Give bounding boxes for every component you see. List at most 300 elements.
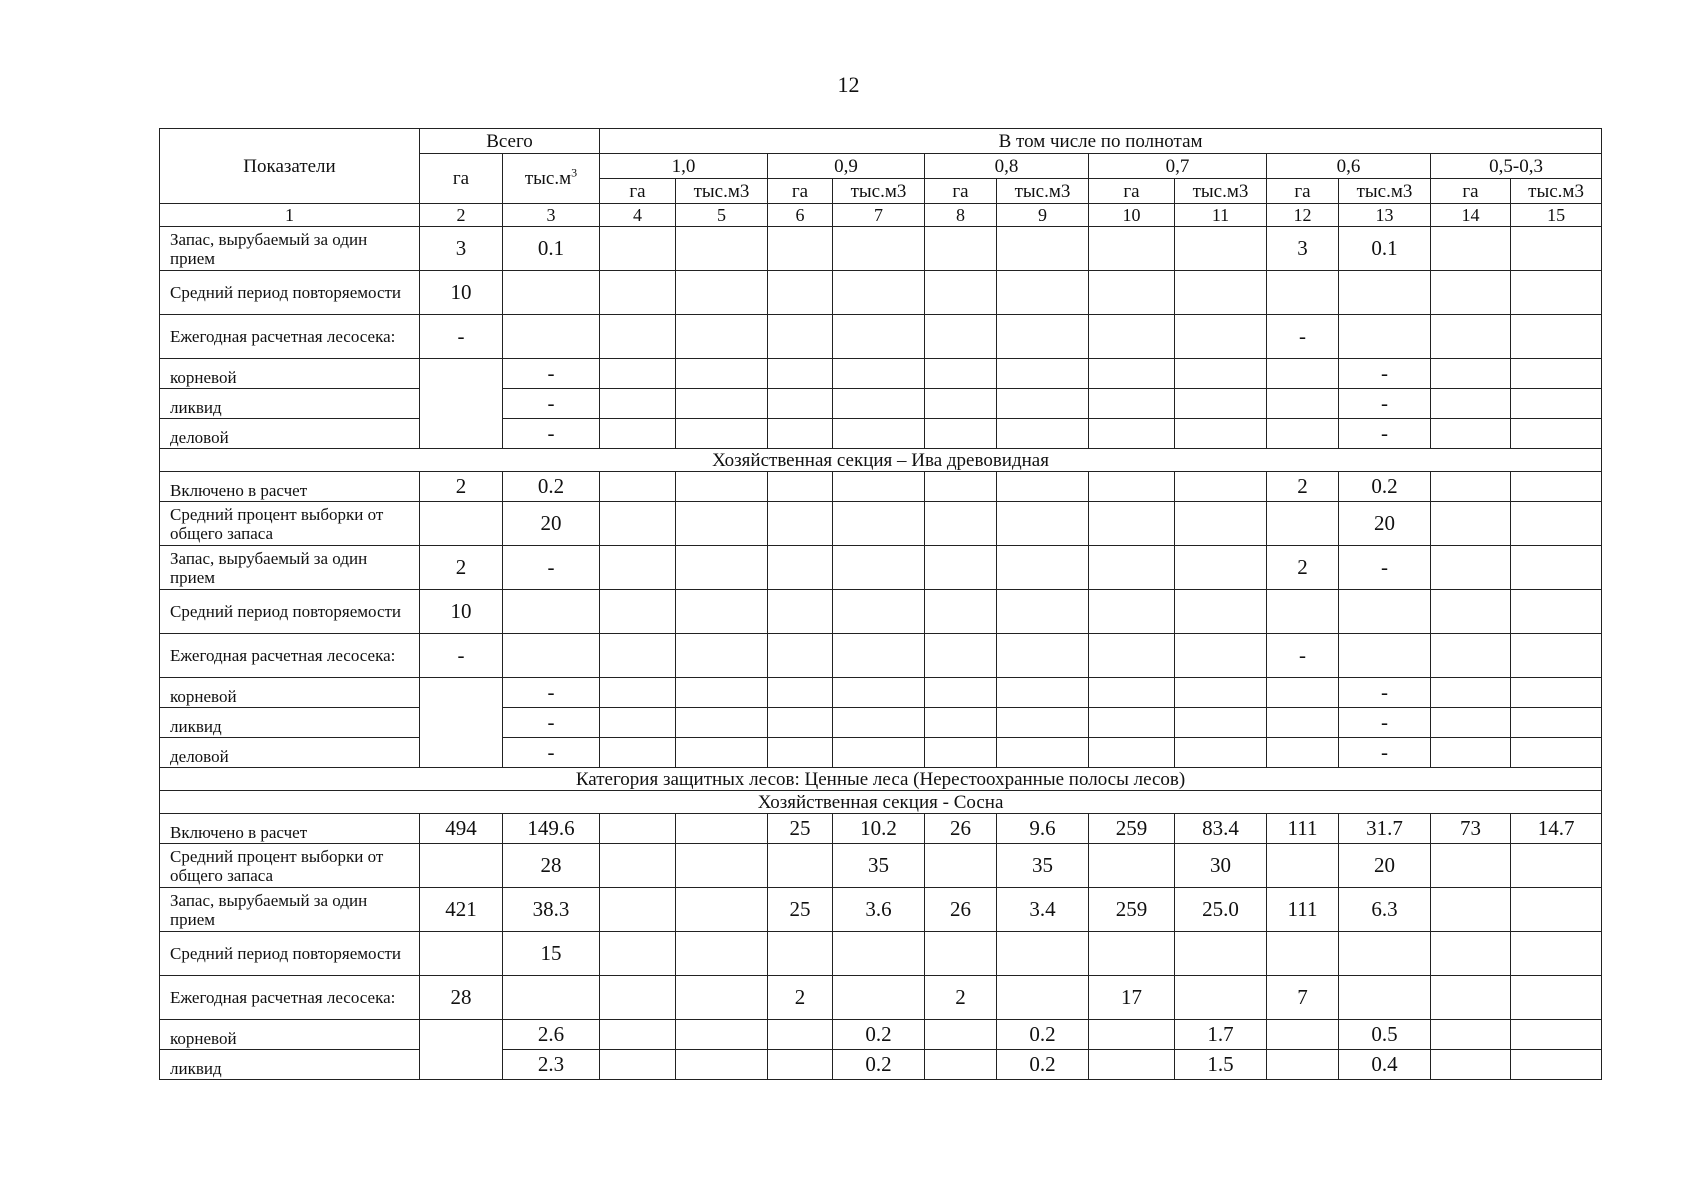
table-cell — [676, 389, 768, 419]
header-indicators: Показатели — [160, 129, 420, 204]
row-label: Запас, вырубаемый за один прием — [160, 227, 420, 271]
table-cell — [1511, 546, 1602, 590]
table-cell — [1511, 678, 1602, 708]
table-cell: 111 — [1267, 814, 1339, 844]
table-cell — [676, 271, 768, 315]
row-label: Средний период повторяемости — [160, 271, 420, 315]
table-cell — [1267, 1020, 1339, 1050]
table-cell — [503, 315, 600, 359]
table-cell — [833, 227, 925, 271]
table-cell — [833, 472, 925, 502]
table-cell — [1511, 708, 1602, 738]
row-label: корневой — [160, 1020, 420, 1050]
table-cell: 26 — [925, 814, 997, 844]
table-cell — [1175, 389, 1267, 419]
table-cell — [1511, 844, 1602, 888]
table-cell — [997, 590, 1089, 634]
header-sub-ha: га — [1431, 179, 1511, 204]
table-cell: 3.6 — [833, 888, 925, 932]
table-cell — [1089, 738, 1175, 768]
table-cell — [833, 634, 925, 678]
table-cell — [925, 359, 997, 389]
table-cell — [676, 708, 768, 738]
table-cell — [600, 1050, 676, 1080]
table-cell — [676, 359, 768, 389]
table-cell — [997, 389, 1089, 419]
table-cell — [768, 738, 833, 768]
table-cell — [503, 976, 600, 1020]
table-cell — [1511, 271, 1602, 315]
header-sub-ha: га — [768, 179, 833, 204]
table-cell: - — [1339, 359, 1431, 389]
table-cell: 2 — [420, 546, 503, 590]
table-cell: 0.2 — [833, 1020, 925, 1050]
table-cell: - — [1267, 315, 1339, 359]
table-cell — [997, 502, 1089, 546]
table-cell — [1431, 590, 1511, 634]
table-cell — [925, 472, 997, 502]
table-cell — [768, 419, 833, 449]
table-cell — [1175, 708, 1267, 738]
table-cell — [925, 227, 997, 271]
table-row — [160, 389, 1602, 419]
table-body — [160, 129, 1602, 1080]
header-total: Всего — [420, 129, 600, 154]
header-density: 0,8 — [925, 154, 1089, 179]
table-cell — [833, 678, 925, 708]
table-row — [160, 1050, 1602, 1080]
table-cell: - — [503, 708, 600, 738]
table-cell — [676, 227, 768, 271]
table-cell — [600, 419, 676, 449]
table-cell — [676, 738, 768, 768]
table-cell — [600, 634, 676, 678]
header-including-by-density: В том числе по полнотам — [600, 129, 1602, 154]
table-cell — [1511, 1050, 1602, 1080]
table-cell — [676, 844, 768, 888]
row-label: корневой — [160, 678, 420, 708]
column-index: 4 — [600, 204, 676, 227]
table-cell — [1175, 359, 1267, 389]
table-cell — [768, 590, 833, 634]
row-label: корневой — [160, 359, 420, 389]
table-cell — [768, 315, 833, 359]
table-cell — [768, 678, 833, 708]
table-cell — [768, 502, 833, 546]
table-cell: 259 — [1089, 814, 1175, 844]
table-cell: 0.1 — [503, 227, 600, 271]
header-density: 0,9 — [768, 154, 925, 179]
table-cell: 0.4 — [1339, 1050, 1431, 1080]
table-row — [160, 546, 1602, 590]
table-cell — [420, 932, 503, 976]
table-cell — [925, 315, 997, 359]
row-label: Запас, вырубаемый за один прием — [160, 546, 420, 590]
table-cell — [833, 271, 925, 315]
row-label: Ежегодная расчетная лесосека: — [160, 315, 420, 359]
table-cell — [833, 419, 925, 449]
table-cell: 20 — [503, 502, 600, 546]
table-cell — [1089, 844, 1175, 888]
table-row — [160, 271, 1602, 315]
table-cell — [1267, 359, 1339, 389]
table-cell: - — [420, 315, 503, 359]
table-cell: 421 — [420, 888, 503, 932]
table-cell — [768, 227, 833, 271]
header-sub-volume: тыс.м3 — [833, 179, 925, 204]
table-cell — [1175, 227, 1267, 271]
table-cell: 20 — [1339, 844, 1431, 888]
table-cell — [925, 590, 997, 634]
table-cell — [1089, 1020, 1175, 1050]
table-cell — [1089, 315, 1175, 359]
table-cell — [503, 590, 600, 634]
table-cell — [1511, 502, 1602, 546]
table-cell — [768, 844, 833, 888]
table-cell: 3.4 — [997, 888, 1089, 932]
header-sub-ha: га — [600, 179, 676, 204]
table-cell — [1511, 315, 1602, 359]
table-cell — [676, 590, 768, 634]
table-cell — [1175, 546, 1267, 590]
table-cell — [925, 1050, 997, 1080]
column-index: 2 — [420, 204, 503, 227]
table-cell — [1089, 419, 1175, 449]
table-cell — [676, 678, 768, 708]
table-cell: 0.2 — [833, 1050, 925, 1080]
table-cell — [1431, 738, 1511, 768]
table-cell — [925, 546, 997, 590]
table-cell: 2 — [1267, 546, 1339, 590]
section-title-row — [160, 768, 1602, 791]
header-density: 0,7 — [1089, 154, 1267, 179]
table-cell — [600, 844, 676, 888]
section-title-row — [160, 449, 1602, 472]
table-row — [160, 844, 1602, 888]
table-cell: 494 — [420, 814, 503, 844]
column-index: 10 — [1089, 204, 1175, 227]
table-cell: 17 — [1089, 976, 1175, 1020]
header-density: 0,6 — [1267, 154, 1431, 179]
table-cell — [768, 359, 833, 389]
table-cell — [997, 546, 1089, 590]
table-cell: 0.2 — [997, 1050, 1089, 1080]
table-cell: 30 — [1175, 844, 1267, 888]
table-cell: 15 — [503, 932, 600, 976]
column-index: 3 — [503, 204, 600, 227]
table-cell — [997, 359, 1089, 389]
table-cell — [676, 472, 768, 502]
table-cell — [925, 678, 997, 708]
row-label: деловой — [160, 738, 420, 768]
header-sub-volume: тыс.м3 — [997, 179, 1089, 204]
table-cell — [1089, 472, 1175, 502]
table-cell — [1175, 932, 1267, 976]
column-index: 14 — [1431, 204, 1511, 227]
column-index: 12 — [1267, 204, 1339, 227]
table-cell — [1267, 271, 1339, 315]
table-cell — [676, 1020, 768, 1050]
table-cell: 2 — [768, 976, 833, 1020]
table-cell — [833, 708, 925, 738]
merged-cell — [420, 1020, 503, 1080]
table-cell — [1089, 590, 1175, 634]
table-cell — [1511, 888, 1602, 932]
header-sub-volume: тыс.м3 — [1511, 179, 1602, 204]
table-cell: 20 — [1339, 502, 1431, 546]
table-cell — [1431, 389, 1511, 419]
table-cell: 83.4 — [1175, 814, 1267, 844]
table-cell — [1431, 271, 1511, 315]
row-label: Средний процент выборки от общего запаса — [160, 844, 420, 888]
column-index: 1 — [160, 204, 420, 227]
row-label: Запас, вырубаемый за один прием — [160, 888, 420, 932]
table-cell — [1431, 227, 1511, 271]
table-cell — [768, 932, 833, 976]
table-cell — [676, 419, 768, 449]
table-cell — [676, 634, 768, 678]
row-label: ликвид — [160, 1050, 420, 1080]
table-cell — [1089, 546, 1175, 590]
table-cell: - — [503, 419, 600, 449]
table-cell: - — [1339, 419, 1431, 449]
table-row — [160, 315, 1602, 359]
table-cell: 0.2 — [503, 472, 600, 502]
table-cell: 0.1 — [1339, 227, 1431, 271]
row-label: Включено в расчет — [160, 472, 420, 502]
column-index-row — [160, 204, 1602, 227]
table-cell: 259 — [1089, 888, 1175, 932]
column-index: 11 — [1175, 204, 1267, 227]
table-cell — [833, 546, 925, 590]
table-cell — [1089, 1050, 1175, 1080]
table-cell — [1089, 502, 1175, 546]
table-cell — [600, 932, 676, 976]
table-cell: 28 — [420, 976, 503, 1020]
table-cell — [600, 976, 676, 1020]
table-cell — [1089, 359, 1175, 389]
table-cell — [833, 502, 925, 546]
table-row — [160, 227, 1602, 271]
table-cell — [1339, 634, 1431, 678]
table-cell: 31.7 — [1339, 814, 1431, 844]
table-cell — [1267, 738, 1339, 768]
table-cell: 25.0 — [1175, 888, 1267, 932]
table-cell — [676, 814, 768, 844]
table-cell — [600, 315, 676, 359]
table-cell: 111 — [1267, 888, 1339, 932]
table-cell — [997, 976, 1089, 1020]
table-cell — [600, 389, 676, 419]
section-title: Хозяйственная секция – Ива древовидная — [160, 449, 1602, 472]
table-cell — [600, 546, 676, 590]
table-cell — [1511, 738, 1602, 768]
table-cell — [1339, 271, 1431, 315]
table-cell: - — [1339, 678, 1431, 708]
table-cell: - — [503, 359, 600, 389]
table-row — [160, 678, 1602, 708]
row-label: деловой — [160, 419, 420, 449]
table-cell — [833, 976, 925, 1020]
table-cell — [768, 389, 833, 419]
table-cell — [997, 419, 1089, 449]
table-cell — [768, 708, 833, 738]
table-cell — [1175, 976, 1267, 1020]
table-cell — [600, 359, 676, 389]
column-index: 7 — [833, 204, 925, 227]
column-index: 8 — [925, 204, 997, 227]
column-index: 6 — [768, 204, 833, 227]
table-cell: 2.6 — [503, 1020, 600, 1050]
table-cell — [1267, 502, 1339, 546]
table-cell — [1175, 472, 1267, 502]
table-cell — [833, 389, 925, 419]
table-cell: 2 — [1267, 472, 1339, 502]
table-cell — [1339, 976, 1431, 1020]
table-cell — [1089, 271, 1175, 315]
table-row — [160, 976, 1602, 1020]
table-cell — [676, 976, 768, 1020]
table-cell — [768, 472, 833, 502]
table-cell — [1431, 708, 1511, 738]
table-cell — [925, 844, 997, 888]
table-cell — [1175, 502, 1267, 546]
table-cell — [1431, 472, 1511, 502]
table-cell — [833, 590, 925, 634]
table-cell: - — [1339, 708, 1431, 738]
table-cell — [1431, 546, 1511, 590]
table-cell — [925, 738, 997, 768]
header-sub-volume: тыс.м3 — [1175, 179, 1267, 204]
table-cell — [676, 546, 768, 590]
table-cell — [676, 315, 768, 359]
table-cell: 35 — [833, 844, 925, 888]
table-cell — [420, 844, 503, 888]
table-row — [160, 590, 1602, 634]
table-row — [160, 738, 1602, 768]
table-cell — [1175, 678, 1267, 708]
table-cell: 25 — [768, 888, 833, 932]
table-cell: 25 — [768, 814, 833, 844]
table-cell: 3 — [1267, 227, 1339, 271]
page-number: 12 — [837, 72, 860, 97]
table-cell — [676, 888, 768, 932]
table-cell — [997, 227, 1089, 271]
table-cell — [833, 359, 925, 389]
table-cell — [1089, 708, 1175, 738]
table-cell — [600, 678, 676, 708]
table-cell — [1339, 590, 1431, 634]
header-total-volume — [503, 154, 600, 204]
table-cell: - — [503, 546, 600, 590]
table-cell — [997, 932, 1089, 976]
section-title: Категория защитных лесов: Ценные леса (Нерестоохранные полосы лесов) — [160, 768, 1602, 791]
table-row — [160, 814, 1602, 844]
table-cell — [1511, 227, 1602, 271]
table-cell — [997, 315, 1089, 359]
table-row — [160, 472, 1602, 502]
table-cell: 0.5 — [1339, 1020, 1431, 1050]
table-cell: 10 — [420, 271, 503, 315]
table-cell: 9.6 — [997, 814, 1089, 844]
table-cell — [503, 271, 600, 315]
column-index: 5 — [676, 204, 768, 227]
table-cell — [1267, 932, 1339, 976]
table-cell — [1511, 472, 1602, 502]
table-cell: 1.7 — [1175, 1020, 1267, 1050]
table-cell — [420, 502, 503, 546]
table-cell — [600, 1020, 676, 1050]
table-row — [160, 502, 1602, 546]
table-cell — [1511, 419, 1602, 449]
table-cell — [1175, 271, 1267, 315]
table-cell — [600, 738, 676, 768]
table-cell — [997, 678, 1089, 708]
table-cell: 26 — [925, 888, 997, 932]
table-cell: - — [420, 634, 503, 678]
table-cell: - — [1267, 634, 1339, 678]
table-cell — [1267, 419, 1339, 449]
table-cell — [1511, 932, 1602, 976]
table-cell: 6.3 — [1339, 888, 1431, 932]
table-cell — [833, 932, 925, 976]
table-cell — [925, 634, 997, 678]
table-cell: 7 — [1267, 976, 1339, 1020]
table-cell — [1267, 678, 1339, 708]
table-cell: - — [503, 678, 600, 708]
header-total-volume-sup: 3 — [571, 165, 578, 180]
table-cell — [768, 546, 833, 590]
header-sub-volume: тыс.м3 — [1339, 179, 1431, 204]
header-total-ha: га — [420, 154, 503, 204]
table-cell: 10.2 — [833, 814, 925, 844]
table-cell: 14.7 — [1511, 814, 1602, 844]
table-cell — [1511, 359, 1602, 389]
header-density: 1,0 — [600, 154, 768, 179]
table-cell — [1511, 634, 1602, 678]
table-cell — [925, 419, 997, 449]
table-cell: 149.6 — [503, 814, 600, 844]
table-cell — [600, 271, 676, 315]
row-label: ликвид — [160, 389, 420, 419]
table-cell: 1.5 — [1175, 1050, 1267, 1080]
section-title-row — [160, 791, 1602, 814]
table-cell: 38.3 — [503, 888, 600, 932]
table-cell — [1267, 389, 1339, 419]
row-label: Ежегодная расчетная лесосека: — [160, 976, 420, 1020]
table-cell — [925, 389, 997, 419]
table-cell — [1431, 678, 1511, 708]
table-cell — [768, 1050, 833, 1080]
table-cell — [1431, 844, 1511, 888]
table-row — [160, 708, 1602, 738]
table-cell: 3 — [420, 227, 503, 271]
header-row-1 — [160, 129, 1602, 154]
table-cell — [1089, 634, 1175, 678]
row-label: Средний период повторяемости — [160, 590, 420, 634]
table-cell — [768, 634, 833, 678]
table-cell — [1175, 315, 1267, 359]
table-cell — [1339, 932, 1431, 976]
row-label: Включено в расчет — [160, 814, 420, 844]
table-cell — [997, 472, 1089, 502]
table-cell — [768, 1020, 833, 1050]
column-index: 13 — [1339, 204, 1431, 227]
table-cell — [1431, 1020, 1511, 1050]
table-cell: 0.2 — [997, 1020, 1089, 1050]
header-sub-ha: га — [925, 179, 997, 204]
table-cell — [1431, 634, 1511, 678]
